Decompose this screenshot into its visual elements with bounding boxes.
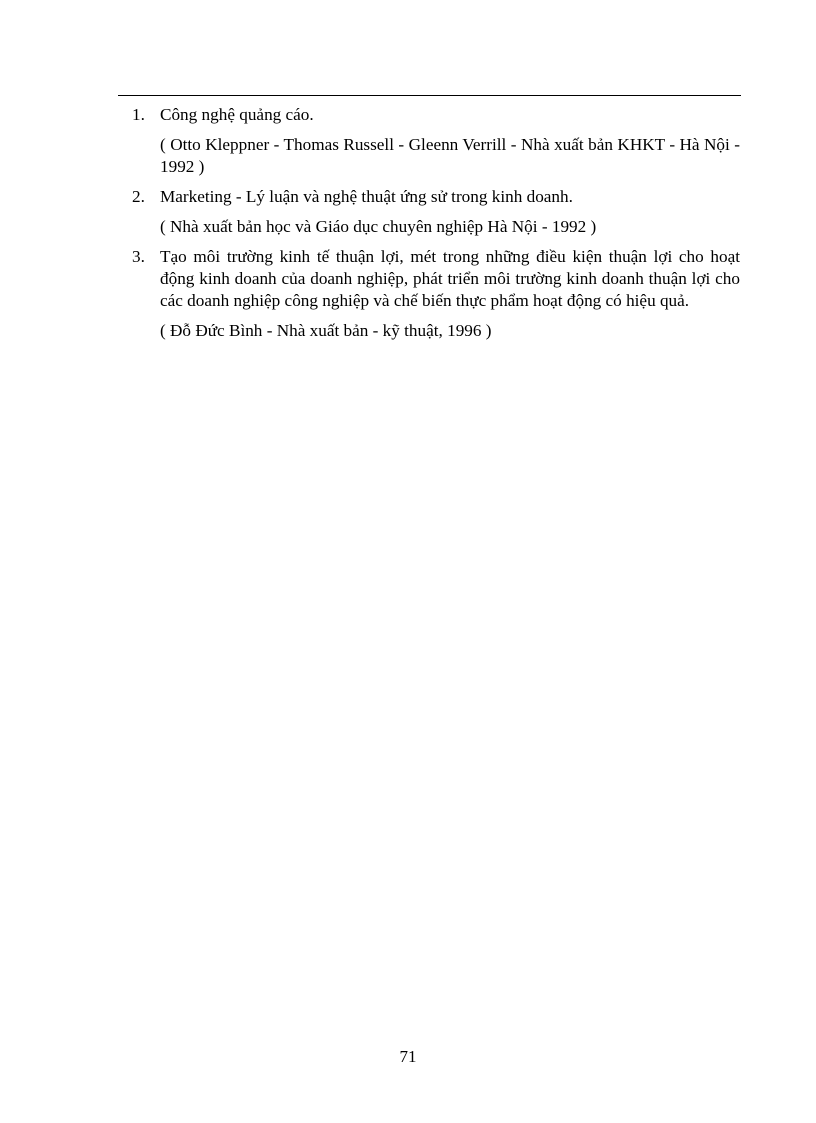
reference-title: Tạo môi trường kinh tế thuận lợi, mét trong những điều kiện thuận lợi cho hoạt động kinh doanh của doanh nghiệp, phát triển môi trường kinh doanh thuận lợi cho các doanh nghiệp công nghiệp và chế biến thực phẩm hoạt động có hiệu quả. bbox=[160, 247, 740, 310]
reference-item-2 bbox=[132, 186, 740, 238]
reference-item-1 bbox=[132, 104, 740, 178]
reference-number: 2. bbox=[132, 187, 145, 206]
header-rule bbox=[118, 95, 741, 96]
reference-number: 3. bbox=[132, 247, 145, 266]
reference-source: ( Otto Kleppner - Thomas Russell - Gleenn Verrill - Nhà xuất bản KHKT - Hà Nội - 1992 ) bbox=[160, 135, 740, 176]
reference-item-3 bbox=[132, 246, 740, 342]
reference-title: Marketing - Lý luận và nghệ thuật ứng sử trong kinh doanh. bbox=[160, 187, 573, 206]
reference-list bbox=[132, 104, 740, 342]
reference-source: ( Đỗ Đức Bình - Nhà xuất bản - kỹ thuật, 1996 ) bbox=[160, 321, 492, 340]
reference-title: Công nghệ quảng cáo. bbox=[160, 105, 314, 124]
page-number: 71 bbox=[399, 1047, 417, 1066]
reference-number: 1. bbox=[132, 105, 145, 124]
reference-source: ( Nhà xuất bản học và Giáo dục chuyên nghiệp Hà Nội - 1992 ) bbox=[160, 217, 597, 236]
